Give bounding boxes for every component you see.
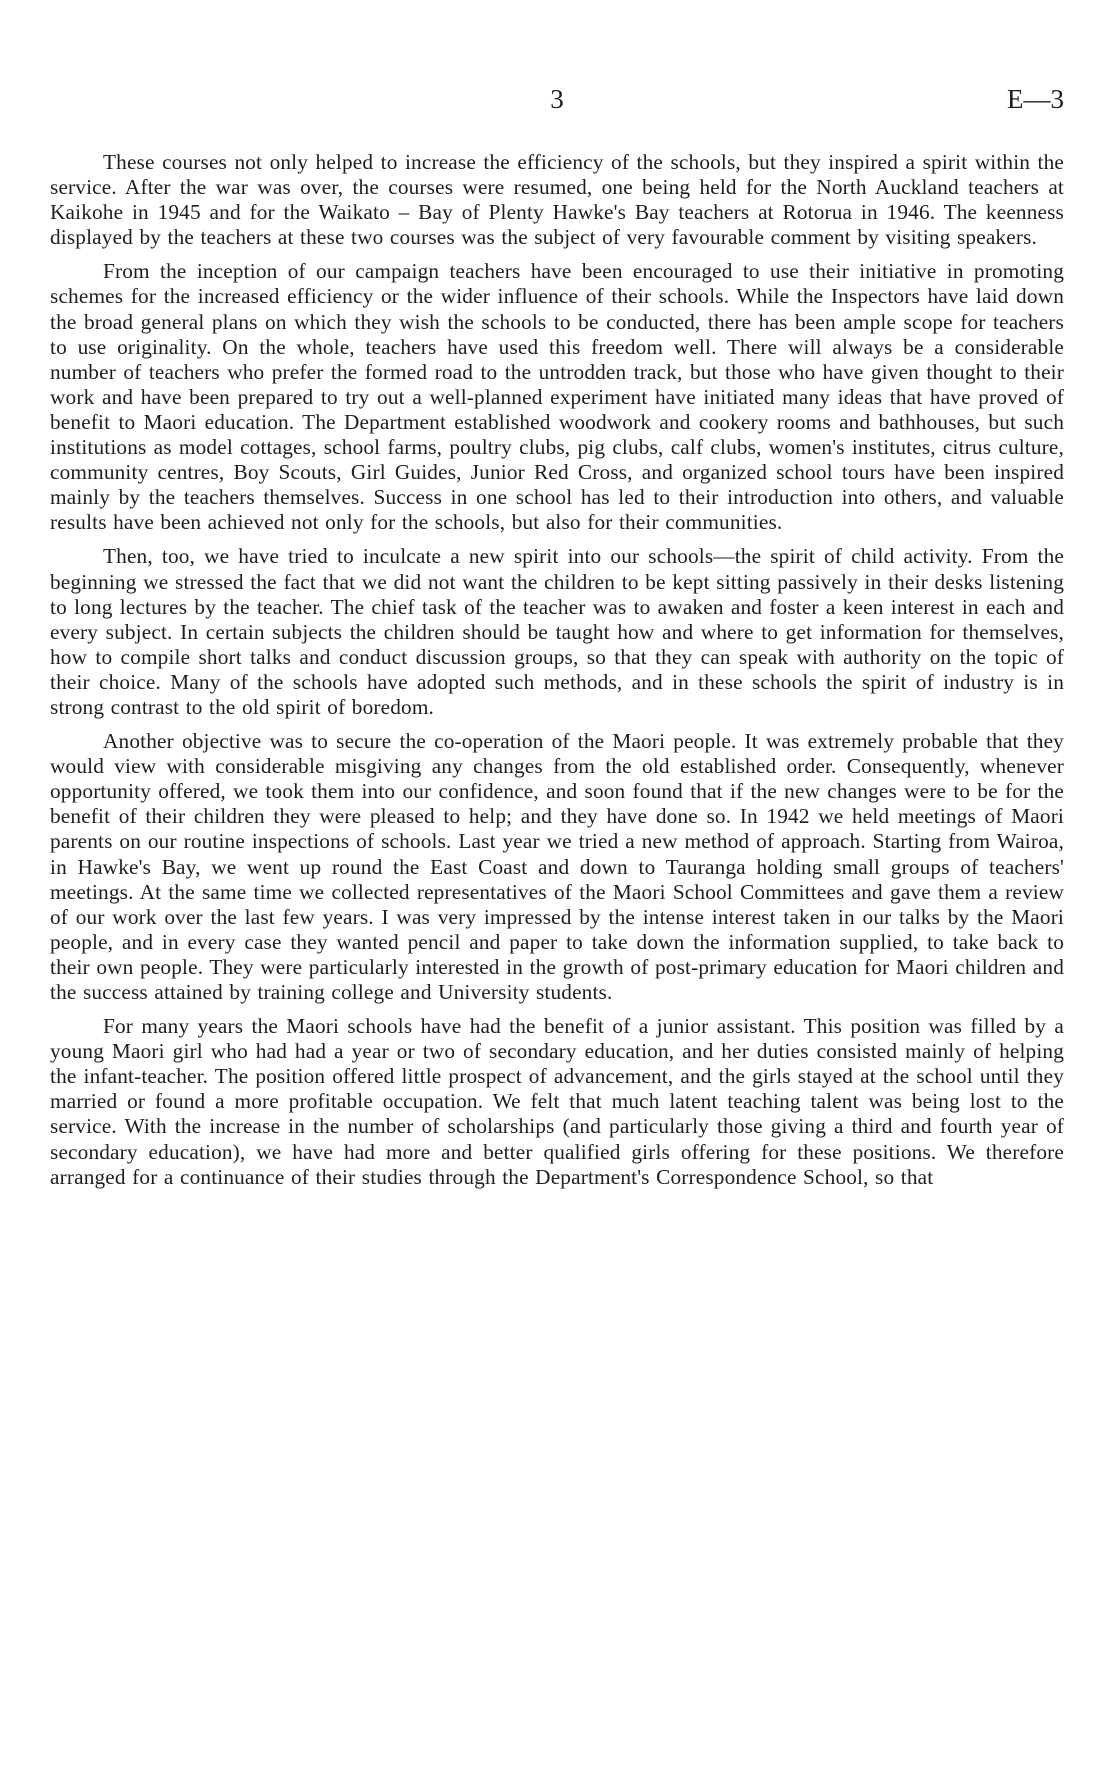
paragraph-junior-assistant: For many years the Maori schools have had the benefit of a junior assistant. This position was filled by a young Maori girl who had had a year or two of secondary education, and her duties consisted mainly of helping the infant-teacher. The position offered little prospect of advancement, and the girls stayed at the school until they married or found a more profitable occupation. We felt that much latent teaching talent was being lost to the service. With the increase in the number of scholarships (and particularly those giving a third and fourth year of secondary education), we have had more and better qualified girls offering for these positions. We therefore arranged for a continuance of their studies through the Department's Correspondence School, so that: [50, 1014, 1064, 1189]
document-code: E—3: [1007, 84, 1064, 114]
paragraph-cooperation: Another objective was to secure the co-operation of the Maori people. It was extremely probable that they would view with considerable misgiving any changes from the old established order. Consequently, whenever opportunity offered, we took them into our confidence, and soon found that if the new changes were to be for the benefit of their children they were pleased to help; and they have done so. In 1942 we held meetings of Maori parents on our routine inspections of schools. Last year we tried a new method of approach. Starting from Wairoa, in Hawke's Bay, we went up round the East Coast and down to Tauranga holding small groups of teachers' meetings. At the same time we collected representatives of the Maori School Committees and gave them a review of our work over the last few years. I was very impressed by the intense interest taken in our talks by the Maori people, and in every case they wanted pencil and paper to take down the information supplied, to take back to their own people. They were particularly interested in the growth of post-primary education for Maori children and the success attained by training college and University students.: [50, 729, 1064, 1004]
page-header: [50, 84, 1064, 124]
paragraph-initiative: From the inception of our campaign teachers have been encouraged to use their initiative in promoting schemes for the increased efficiency or the wider influence of their schools. While the Inspectors have laid down the broad general plans on which they wish the schools to be conducted, there has been ample scope for teachers to use originality. On the whole, teachers have used this freedom well. There will always be a considerable number of teachers who prefer the formed road to the untrodden track, but those who have given thought to their work and have been prepared to try out a well-planned experiment have initiated many ideas that have proved of benefit to Maori education. The Department established woodwork and cookery rooms and bathhouses, but such institutions as model cottages, school farms, poultry clubs, pig clubs, calf clubs, women's institutes, citrus culture, community centres, Boy Scouts, Girl Guides, Junior Red Cross, and organized school tours have been inspired mainly by the teachers themselves. Success in one school has led to their introduction into others, and valuable results have been achieved not only for the schools, but also for their communities.: [50, 259, 1064, 535]
document-body: [50, 150, 1064, 1199]
paragraph-courses: These courses not only helped to increase the efficiency of the schools, but they inspired a spirit within the service. After the war was over, the courses were resumed, one being held for the North Auckland teachers at Kaikohe in 1945 and for the Waikato – Bay of Plenty Hawke's Bay teachers at Rotorua in 1946. The keenness displayed by the teachers at these two courses was the subject of very favourable comment by visiting speakers.: [50, 150, 1064, 250]
paragraph-child-activity: Then, too, we have tried to inculcate a new spirit into our schools—the spirit of child activity. From the beginning we stressed the fact that we did not want the children to be kept sitting passively in their desks listening to long lectures by the teacher. The chief task of the teacher was to awaken and foster a keen interest in each and every subject. In certain subjects the children should be taught how and where to get information for themselves, how to compile short talks and conduct discussion groups, so that they can speak with authority on the topic of their choice. Many of the schools have adopted such methods, and in these schools the spirit of industry is in strong contrast to the old spirit of boredom.: [50, 544, 1064, 719]
page-number: 3: [550, 84, 564, 114]
